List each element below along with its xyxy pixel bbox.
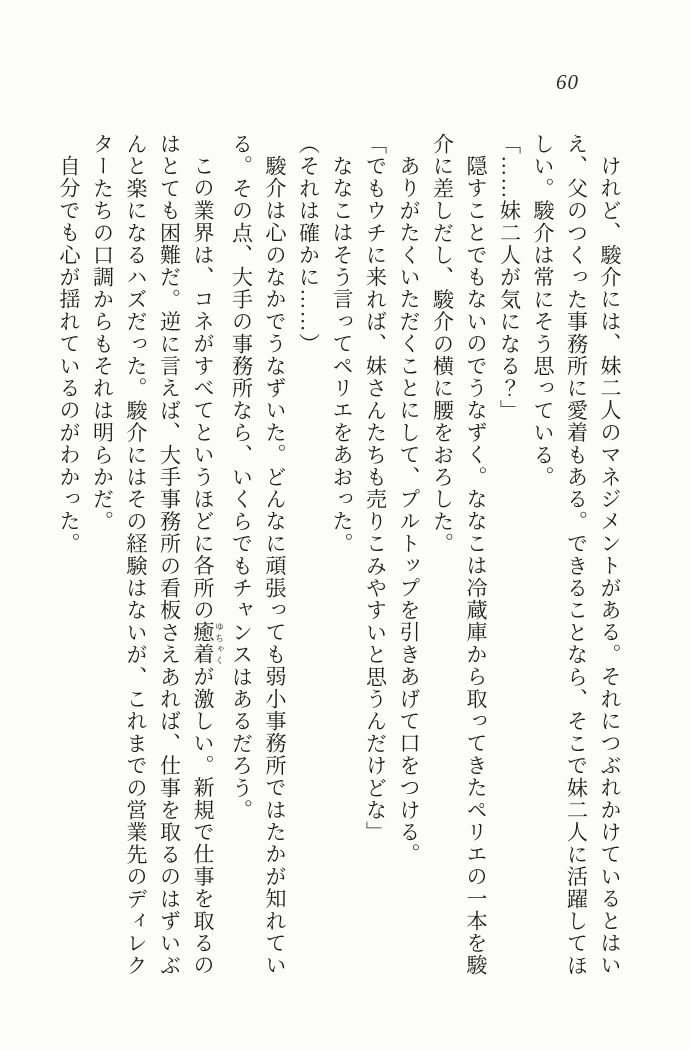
text-line: この業界は、コネがすべてというほどに各所の癒着 ゆちゃくが激しい。新規で仕事を取るの xyxy=(191,155,224,977)
text-line: る。その点、大手の事務所なら、いくらでもチャンスはあるだろう。 xyxy=(229,133,254,822)
text-line: けれど、駿介には、妹二人のマネジメントがある。それにつぶれかけているとはい xyxy=(598,155,622,977)
text-line: しい。駿介は常にそう思っている。 xyxy=(531,133,555,489)
text-line: んと楽になるハズだった。駿介にはその経験はないが、これまでの営業先のディレク xyxy=(124,133,148,977)
text-line: ターたちの口調からもそれは明らかだ。 xyxy=(90,133,115,533)
text-line: 介に差しだし、駿介の横に腰をおろした。 xyxy=(430,133,455,555)
text-line: 「でもウチに来れば、妹さんたちも売りこみやすいと思うんだけどな」 xyxy=(363,133,388,844)
text-line: ななこはそう言ってペリエをあおった。 xyxy=(330,155,354,555)
main-text-block xyxy=(52,133,627,981)
furigana-ruby: 癒着 ゆちゃく xyxy=(191,621,224,666)
text-line: 駿介は心のなかでうなずいた。どんなに頑張っても弱小事務所ではたかが知れてい xyxy=(263,155,287,977)
text-line: 隠すことでもないのでうなずく。ななこは冷蔵庫から取ってきたペリエの一本を駿 xyxy=(464,155,488,977)
text-line: ありがたくいただくことにして、プルトップを引きあげて口をつける。 xyxy=(397,155,421,866)
text-line: 「……妹二人が気になる？」 xyxy=(497,133,522,422)
text-line: はとても困難だ。逆に言えば、大手事務所の看板さえあれば、仕事を取るのはずいぶ xyxy=(157,133,182,977)
text-line: 自分でも心が揺れているのがわかった。 xyxy=(57,155,81,555)
text-line: （それは確かに……） xyxy=(296,133,321,355)
page-number: 60 xyxy=(556,70,579,94)
text-line: え、父のつくった事務所に愛着もある。できることなら、そこで妹二人に活躍してほ xyxy=(564,133,589,977)
